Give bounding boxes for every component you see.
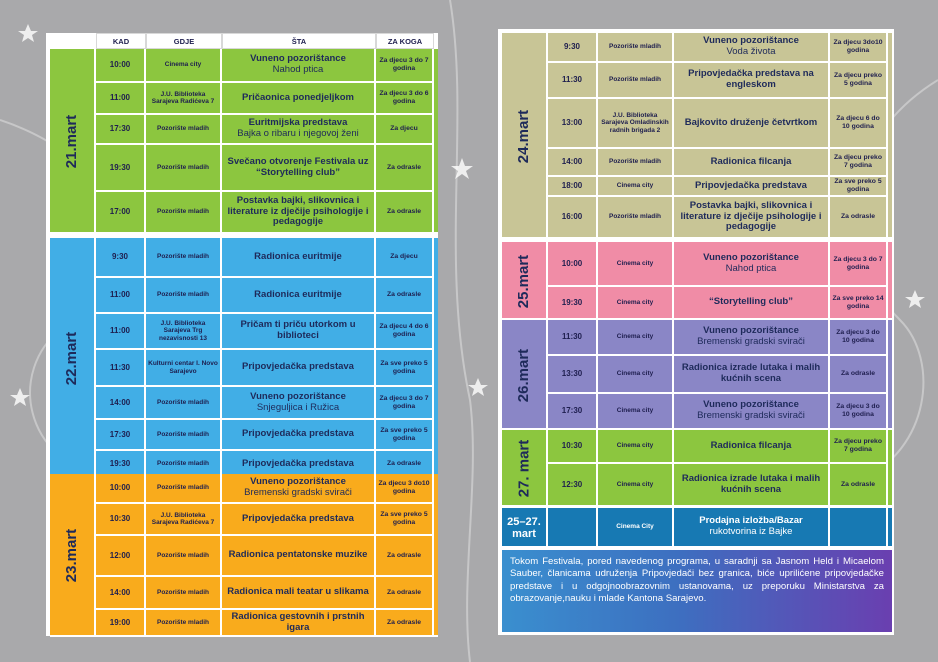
event-place: Pozorište mladih (146, 238, 222, 278)
event-row (548, 177, 888, 197)
event-audience: Za sve preko 5 godina (376, 420, 434, 451)
event-place: Pozorište mladih (146, 145, 222, 192)
event-audience: Za djecu 3 do 7 godina (376, 49, 434, 83)
event-title: Pripovjedačka predstava (242, 361, 354, 373)
event-title-cell (674, 430, 830, 464)
event-time (548, 508, 598, 548)
event-title: Pričam ti priču utorkom u biblioteci (240, 319, 356, 341)
event-row (96, 577, 434, 610)
day-block (502, 242, 892, 320)
event-row (548, 33, 888, 63)
event-row (96, 49, 434, 83)
event-place: J.U. Biblioteka Sarajeva Trg nezavisnosti 13 (146, 314, 222, 350)
event-place: Pozorište mladih (146, 474, 222, 504)
event-title-cell (222, 49, 376, 83)
event-title-cell (222, 577, 376, 610)
day-label-text: 21.mart (63, 114, 81, 169)
event-row (96, 387, 434, 420)
event-place: Cinema city (598, 287, 674, 320)
day-label (502, 508, 548, 548)
event-place: Cinema city (598, 356, 674, 394)
event-title-cell (674, 508, 830, 548)
event-place: Kulturni centar I. Novo Sarajevo (146, 350, 222, 387)
day-block (502, 508, 892, 548)
event-row (548, 356, 888, 394)
event-row (96, 536, 434, 577)
event-title: Prodajna izložba/Bazar (699, 515, 803, 527)
day-label-text: 25.mart (515, 254, 533, 308)
event-title-cell (222, 115, 376, 145)
event-title: Radionica gestovnih i prstnih igara (231, 610, 365, 633)
event-audience: Za djecu preko 7 godina (830, 430, 888, 464)
event-title: Vuneno pozorištance (703, 399, 799, 411)
event-row (96, 474, 434, 504)
event-title-cell (674, 394, 830, 430)
event-title-cell (674, 33, 830, 63)
event-title: Vuneno pozorištance (703, 251, 799, 263)
day-label (50, 238, 96, 479)
event-title: Pripovjedačka predstava (242, 457, 354, 469)
event-place: Cinema city (598, 394, 674, 430)
event-title-cell (222, 536, 376, 577)
event-title: Postavka bajki, slikovnica i literature iz dječije psihologije i pedagogije (227, 194, 369, 228)
event-title: “Storytelling club” (709, 296, 793, 308)
event-time: 14:00 (548, 149, 598, 177)
event-audience: Za sve preko 14 godina (830, 287, 888, 320)
event-subtitle: rukotvorina iz Bajke (709, 526, 793, 537)
event-place: Cinema city (598, 464, 674, 507)
event-audience: Za djecu 3 do 7 godina (830, 242, 888, 287)
header-sta: ŠTA (222, 33, 376, 49)
event-time: 14:00 (96, 577, 146, 610)
event-title: Radionica izrade lutaka i malih kućnih scena (681, 362, 821, 384)
event-subtitle: Bremenski gradski svirači (244, 487, 352, 498)
event-audience: Za odrasle (376, 451, 434, 479)
event-title-cell (674, 177, 830, 197)
event-title: Vuneno pozorištance (250, 53, 346, 65)
event-audience: Za djecu preko 7 godina (830, 149, 888, 177)
event-audience: Za odrasle (830, 197, 888, 239)
event-place: Pozorište mladih (146, 610, 222, 637)
event-place: J.U. Biblioteka Sarajeva Radićeva 7 (146, 504, 222, 536)
event-place: Pozorište mladih (146, 192, 222, 234)
event-title: Euritmijska predstava (248, 117, 348, 129)
event-time: 10:00 (96, 49, 146, 83)
event-subtitle: Voda života (726, 46, 776, 57)
event-time: 17:30 (96, 420, 146, 451)
event-place: Pozorište mladih (598, 149, 674, 177)
event-title-cell (222, 420, 376, 451)
event-audience: Za odrasle (376, 536, 434, 577)
event-time: 11:30 (548, 320, 598, 356)
event-row (96, 504, 434, 536)
day-label (502, 242, 548, 320)
event-audience: Za odrasle (376, 278, 434, 314)
event-title: Vuneno pozorištance (703, 325, 799, 337)
event-row (96, 314, 434, 350)
event-title: Pripovjedačka predstava (242, 428, 354, 440)
day-block (502, 320, 892, 430)
event-time: 13:00 (548, 99, 598, 149)
footer-text: Tokom Festivala, pored navedenog programa, u saradnji sa Jasnom Held i Micaelom Sauber, članicama udruženja Pripovjedači bez granica, biće uprilićene pripovjedačke predstave i u odgojnoobrazovnim ustanovama, uz preporuku Ministarstva za obrazovanje,nauku i mlade Kantona Sarajevo. (510, 556, 884, 604)
event-row (548, 394, 888, 430)
event-row (548, 464, 888, 507)
event-title: Postavka bajki, slikovnica i literature iz dječije psihologije i pedagogije (680, 199, 822, 233)
event-row (96, 420, 434, 451)
event-row (548, 99, 888, 149)
event-place: Pozorište mladih (598, 33, 674, 63)
event-title: Radionica euritmije (254, 250, 342, 262)
event-title-cell (674, 242, 830, 287)
event-time: 19:30 (548, 287, 598, 320)
event-audience: Za djecu 3 do 10 godina (830, 394, 888, 430)
event-row (548, 242, 888, 287)
event-row (548, 63, 888, 99)
event-place: Cinema city (598, 242, 674, 287)
day-block (50, 49, 438, 234)
event-title: Svečano otvorenje Festivala uz “Storytelling club” (227, 155, 369, 178)
event-title: Pripovjedačka predstava (242, 512, 354, 524)
day-label-text: 27. mart (515, 439, 533, 498)
event-audience: Za odrasle (376, 145, 434, 192)
event-place: Pozorište mladih (598, 63, 674, 99)
event-row (96, 145, 434, 192)
event-time: 16:00 (548, 197, 598, 239)
event-row (96, 83, 434, 115)
event-row (548, 149, 888, 177)
event-time: 12:00 (96, 536, 146, 577)
event-audience: Za djecu 3 do 7 godina (376, 387, 434, 420)
event-place: Pozorište mladih (146, 451, 222, 479)
event-subtitle: Snjeguljica i Ružica (256, 401, 340, 413)
event-title: Radionica euritmije (254, 288, 342, 300)
event-row (548, 287, 888, 320)
event-audience: Za sve preko 5 godina (830, 177, 888, 197)
event-title-cell (674, 464, 830, 507)
event-title-cell (222, 145, 376, 192)
event-title-cell (222, 350, 376, 387)
event-place: Pozorište mladih (146, 115, 222, 145)
event-audience: Za odrasle (830, 464, 888, 507)
event-audience: Za djecu 3 do 10 godina (830, 320, 888, 356)
day-block (502, 430, 892, 507)
event-row (96, 350, 434, 387)
event-subtitle: Nahod ptica (725, 262, 777, 274)
event-place: Cinema city (146, 49, 222, 83)
event-title-cell (222, 278, 376, 314)
event-time: 18:00 (548, 177, 598, 197)
event-row (548, 508, 888, 548)
event-row (96, 192, 434, 234)
event-time: 19:30 (96, 451, 146, 479)
header-kad: KAD (96, 33, 146, 49)
event-title-cell (674, 320, 830, 356)
event-place: J.U. Biblioteka Sarajeva Omladinskih radnih brigada 2 (598, 99, 674, 149)
event-title-cell (222, 387, 376, 420)
event-row (548, 320, 888, 356)
event-audience: Za djecu (376, 238, 434, 278)
event-place: Pozorište mladih (146, 420, 222, 451)
event-title: Vuneno pozorištance (703, 35, 799, 47)
event-title-cell (674, 99, 830, 149)
day-label (50, 474, 96, 637)
event-audience: Za djecu 6 do 10 godina (830, 99, 888, 149)
header-za-koga: ZA KOGA (376, 33, 434, 49)
event-time: 10:30 (96, 504, 146, 536)
event-title-cell (222, 314, 376, 350)
event-time: 9:30 (548, 33, 598, 63)
event-title-cell (674, 356, 830, 394)
event-audience: Za sve preko 5 godina (376, 350, 434, 387)
event-time: 14:00 (96, 387, 146, 420)
event-title-cell (222, 238, 376, 278)
event-time: 13:30 (548, 356, 598, 394)
event-time: 11:00 (96, 314, 146, 350)
event-audience: Za djecu 3do10 godina (830, 33, 888, 63)
table-header (96, 33, 434, 49)
event-subtitle: Bremenski gradski svirači (697, 336, 805, 347)
event-time: 10:00 (548, 242, 598, 287)
event-audience: Za odrasle (376, 192, 434, 234)
event-title-cell (222, 504, 376, 536)
event-subtitle: Bremenski gradski svirači (697, 410, 805, 421)
event-title: Radionica pentatonske muzike (228, 549, 368, 561)
event-title: Radionica izrade lutaka i malih kućnih scena (681, 472, 821, 495)
event-audience: Za djecu 4 do 6 godina (376, 314, 434, 350)
day-label-text: 25–27. mart (507, 516, 541, 540)
event-time: 11:30 (96, 350, 146, 387)
event-audience: Za djecu preko 5 godina (830, 63, 888, 99)
event-time: 11:30 (548, 63, 598, 99)
event-title: Radionica mali teatar u slikama (227, 586, 369, 598)
event-time: 19:30 (96, 145, 146, 192)
day-label (502, 320, 548, 430)
event-time: 11:00 (96, 83, 146, 115)
event-row (548, 197, 888, 239)
event-title-cell (222, 192, 376, 234)
event-time: 10:00 (96, 474, 146, 504)
day-block (50, 238, 438, 479)
event-place: J.U. Biblioteka Sarajeva Radićeva 7 (146, 83, 222, 115)
event-place: Cinema City (598, 508, 674, 548)
footer-note (502, 550, 892, 632)
event-time: 17:30 (548, 394, 598, 430)
event-place: Pozorište mladih (146, 278, 222, 314)
day-label-text: 23.mart (63, 528, 81, 583)
event-time: 17:30 (96, 115, 146, 145)
event-place: Pozorište mladih (598, 197, 674, 239)
event-time: 10:30 (548, 430, 598, 464)
event-title: Bajkovito druženje četvrtkom (684, 116, 818, 128)
event-audience: Za djecu (376, 115, 434, 145)
day-label (502, 33, 548, 239)
event-row (96, 238, 434, 278)
event-audience: Za djecu 3 do10 godina (376, 474, 434, 504)
event-time: 19:00 (96, 610, 146, 637)
event-title: Pričaonica ponedjeljkom (242, 91, 354, 103)
event-time: 12:30 (548, 464, 598, 507)
event-title-cell (674, 287, 830, 320)
event-time: 11:00 (96, 278, 146, 314)
event-subtitle: Bajka o ribaru i njegovoj ženi (237, 128, 359, 139)
event-audience (830, 508, 888, 548)
event-place: Cinema city (598, 430, 674, 464)
event-time: 17:00 (96, 192, 146, 234)
event-audience: Za odrasle (830, 356, 888, 394)
event-title-cell (674, 197, 830, 239)
day-label-text: 26.mart (515, 348, 533, 402)
day-label (50, 49, 96, 234)
day-label-text: 24.mart (515, 109, 533, 163)
event-audience: Za odrasle (376, 577, 434, 610)
event-place: Pozorište mladih (146, 387, 222, 420)
day-block (50, 474, 438, 637)
header-gdje: GDJE (146, 33, 222, 49)
event-audience: Za sve preko 5 godina (376, 504, 434, 536)
event-title: Radionica filcanja (710, 155, 792, 167)
event-row (548, 430, 888, 464)
event-place: Pozorište mladih (146, 536, 222, 577)
event-place: Cinema city (598, 320, 674, 356)
event-title-cell (674, 63, 830, 99)
event-audience: Za odrasle (376, 610, 434, 637)
event-place: Cinema city (598, 177, 674, 197)
event-subtitle: Nahod ptica (272, 64, 324, 75)
event-title-cell (222, 610, 376, 637)
event-title-cell (222, 474, 376, 504)
event-time: 9:30 (96, 238, 146, 278)
event-title-cell (674, 149, 830, 177)
event-row (96, 278, 434, 314)
event-audience: Za djecu 3 do 6 godina (376, 83, 434, 115)
day-block (502, 33, 892, 239)
event-title: Radionica filcanja (710, 439, 792, 451)
event-title: Vuneno pozorištance (250, 390, 346, 402)
event-title: Vuneno pozorištance (250, 476, 346, 488)
event-place: Pozorište mladih (146, 577, 222, 610)
day-label (502, 430, 548, 507)
event-row (96, 115, 434, 145)
event-title: Pripovjedačka predstava na engleskom (688, 68, 814, 90)
event-row (96, 610, 434, 637)
day-label-text: 22.mart (63, 331, 81, 386)
event-title-cell (222, 83, 376, 115)
event-title: Pripovjedačka predstava (695, 179, 807, 191)
